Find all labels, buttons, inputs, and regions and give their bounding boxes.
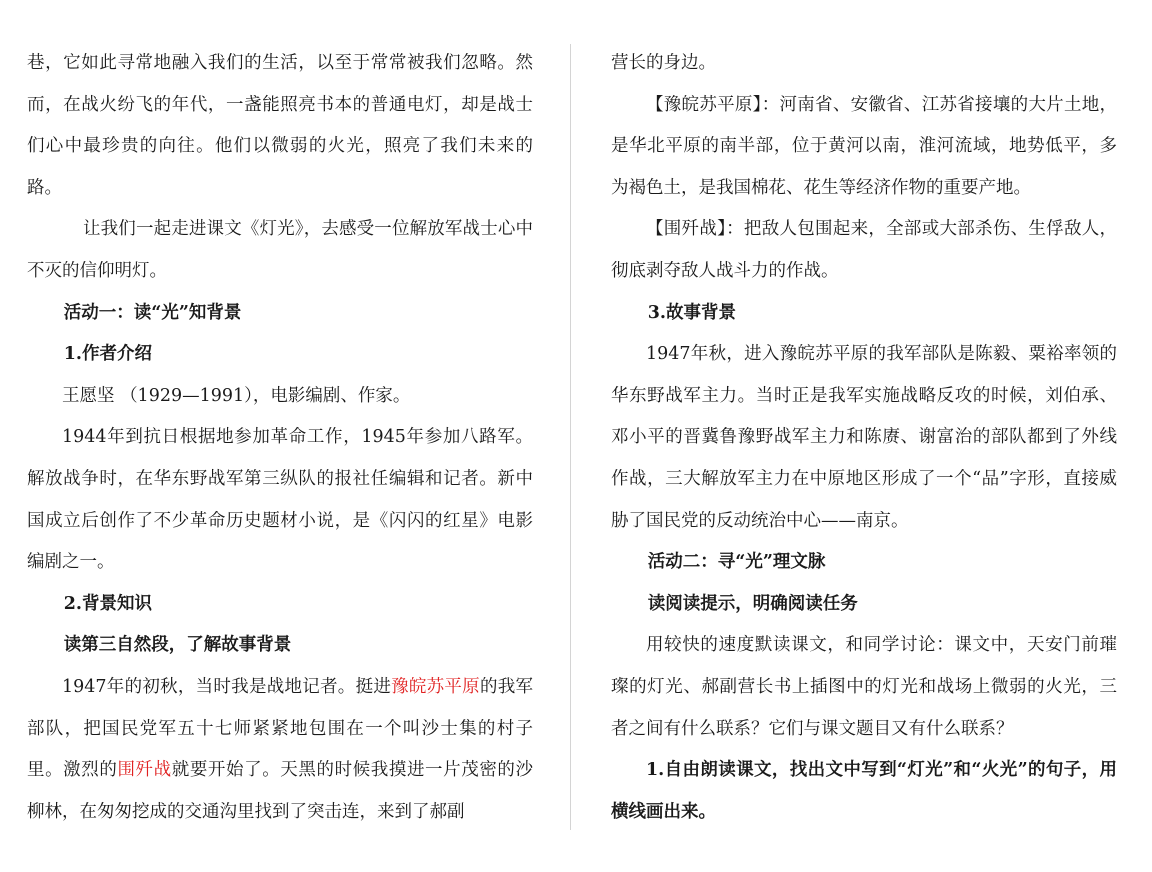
highlight-term-yuwansu: 豫皖苏平原 — [391, 676, 480, 697]
author-intro-heading: 1.作者介绍 — [63, 344, 153, 365]
story-excerpt — [27, 667, 533, 833]
invite-paragraph: 让我们一起走进课文《灯光》，去感受一位解放军战士心中不灭的信仰明灯。 — [27, 219, 533, 281]
left-column — [27, 43, 533, 833]
reading-tip-heading: 读阅读提示，明确阅读任务 — [647, 593, 858, 614]
term-weijianzhan-definition: 【围歼战】：把敌人包围起来，全部或大部杀伤、生俘敌人，彻底剥夺敌人战斗力的作战。 — [611, 219, 1117, 281]
story-text-2: 的我军部队，把国民党军五十七师紧紧地包围在一个叫沙士集的村子里。激烈的 — [27, 676, 534, 781]
column-divider — [570, 44, 571, 830]
highlight-term-weijianzhan: 围歼战 — [117, 760, 172, 781]
task-one: 1.自由朗读课文，找出文中写到“灯光”和“火光”的句子，用横线画出来。 — [611, 760, 1117, 822]
term-yuwansu-definition: 【豫皖苏平原】：河南省、安徽省、江苏省接壤的大片土地，是华北平原的南半部，位于黄河以南，淮河流域，地势低平，多为褐色土，是我国棉花、花生等经济作物的重要产地。 — [611, 94, 1117, 198]
activity1-heading: 活动一：读“光”知背景 — [63, 302, 242, 323]
author-line: 王愿坚 （1929—1991），电影编剧、作家。 — [62, 385, 411, 406]
story-text-3: 就要开始了。天黑的时候我摸进一片茂密的沙柳林，在匆匆挖成的交通沟里找到了突击连，来到了郝副 — [27, 760, 534, 822]
author-bio: 1944年到抗日根据地参加革命工作，1945年参加八路军。解放战争时，在华东野战军第三纵队的报社任编辑和记者。新中国成立后创作了不少革命历史题材小说，是《闪闪的红星》电影编剧之一。 — [27, 427, 533, 573]
read-third-paragraph-heading: 读第三自然段，了解故事背景 — [63, 635, 292, 656]
reading-task-paragraph: 用较快的速度默读课文，和同学讨论：课文中，天安门前璀璨的灯光、郝副营长书上插图中的灯光和战场上微弱的火光，三者之间有什么联系？它们与课文题目又有什么联系？ — [611, 635, 1117, 739]
right-column — [611, 43, 1117, 833]
activity2-heading: 活动二：寻“光”理文脉 — [647, 552, 826, 573]
story-continuation: 营长的身边。 — [611, 53, 716, 73]
background-heading: 2.背景知识 — [63, 593, 153, 614]
story-text-1: 1947年的初秋，当时我是战地记者。挺进 — [62, 676, 392, 697]
intro-paragraph: 巷，它如此寻常地融入我们的生活，以至于常常被我们忽略。然而，在战火纷飞的年代，一盏能照亮书本的普通电灯，却是战士们心中最珍贵的向往。他们以微弱的火光，照亮了我们未来的路。 — [27, 53, 533, 198]
story-background-paragraph: 1947年秋，进入豫皖苏平原的我军部队是陈毅、粟裕率领的华东野战军主力。当时正是我军实施战略反攻的时候，刘伯承、邓小平的晋冀鲁豫野战军主力和陈赓、谢富治的部队都到了外线作战，三大解放军主力在中原地区形成了一个“品”字形，直接威胁了国民党的反动统治中心——南京。 — [611, 344, 1117, 531]
story-background-heading: 3.故事背景 — [647, 302, 737, 323]
